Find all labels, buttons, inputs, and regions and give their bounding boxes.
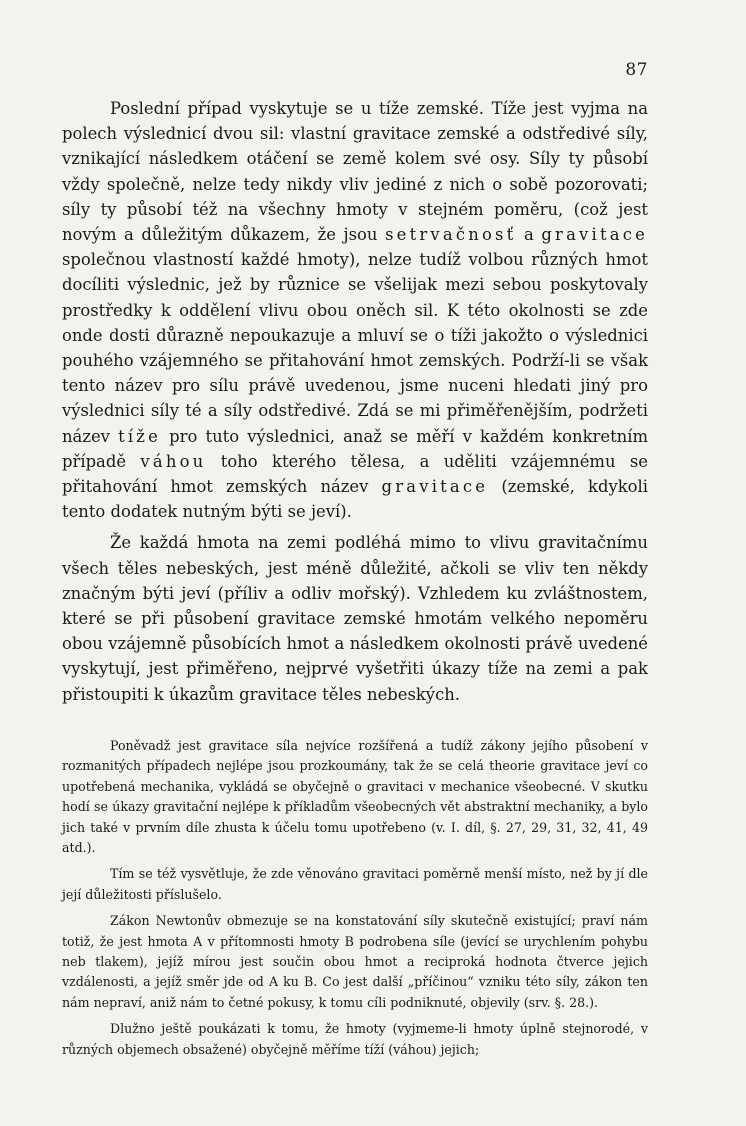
note-2: Tím se též vysvětluje, že zde věnováno gravitaci poměrně menší místo, než by jí dle její důležitosti příslušelo. [62, 866, 648, 902]
paragraph-1-text-c: a [516, 225, 542, 245]
note-4: Dlužno ještě poukázati k tomu, že hmoty (vyjmeme-li hmoty úplně stejnorodé, v různých objemech obsažené) obyčejně měříme tíží (váhou) jejich; [62, 1021, 648, 1057]
paragraph-1 [62, 96, 648, 524]
notes-section [62, 736, 648, 1060]
paragraph-1-text-g: pro tuto výslednici, anaž se měří v každém konkretním případě [62, 426, 649, 471]
page-number: 87 [625, 60, 648, 80]
spaced-term-vahou: váhou [140, 451, 207, 471]
paragraph-1-text-e: společnou vlastností každé hmoty), nelze tudíž volbou různých hmot docíliti výslednic, jež by různice se všelijak mezi sebou poskytovaly prostředky k oddělení vlivu obou oněch sil. K této okolnosti se zde onde dosti důrazně nepoukazuje a mluví se o tíži jakožto o výslednici pouhého vzájemného se přitahování hmot zemských. Podrží-li se však tento název pro sílu právě uvedenou, jsme nuceni hledati jiný pro výslednici síly té a síly odstředivé. Zdá se mi přiměřenějším, podržeti název [62, 250, 648, 446]
spaced-term-setrvacnost: setrvačnosť [385, 225, 517, 245]
note-3: Zákon Newtonův obmezuje se na konstatování síly skutečně existující; praví nám totiž, že jest hmota A v přítomnosti hmoty B podrobena síle (jevící se urychlením pohybu neb tlakem), jejíž mírou jest součin obou hmot a reciproká hodnota čtverce jejich vzdálenosti, a jejíž směr jde od A ku B. Co jest další „příčinou“ vzniku této síly, zákon ten nám nepraví, aniž nám to četné pokusy, k tomu cíli podniknuté, objevily (srv. §. 28.). [62, 913, 648, 1010]
paragraph-1-text-k: (zemské, kdykoli tento dodatek nutným býti se jeví). [62, 477, 648, 522]
spaced-term-tize: tíže [118, 426, 162, 446]
paragraph-2: Že každá hmota na zemi podléhá mimo to vlivu gravitačnímu všech těles nebeských, jest méně důležité, ačkoli se vliv ten někdy značným býti jeví (příliv a odliv mořský). Vzhledem ku zvláštnostem, které se při působení gravitace zemské hmotám velkého nepoměru obou vzájemně působících hmot a následkem okolnosti právě uvedené vyskytují, jest přiměřeno, nejprvé vyšetřiti úkazy tíže na zemi a pak přistoupiti k úkazům gravitace těles nebeských. [62, 533, 648, 704]
paragraph-1-text-a: Poslední případ vyskytuje se u tíže zemské. Tíže jest vyjma na polech výslednicí dvou sil: vlastní gravitace zemské a odstředivé síly, vznikající následkem otáčení se země kolem své osy. Síly ty působí vždy společně, nelze tedy nikdy vliv jediné z nich o sobě pozorovati; síly ty působí též na všechny hmoty v stejném poměru, (což jest novým a důležitým důkazem, že jsou [62, 99, 648, 245]
main-text [62, 96, 648, 707]
spaced-term-gravitace: gravitace [541, 225, 648, 245]
paragraph-1-text-i: toho kterého tělesa, a uděliti vzájemnému se přitahování hmot zemských název [62, 451, 648, 497]
note-1: Poněvadž jest gravitace síla nejvíce rozšířená a tudíž zákony jejího působení v rozmanitých případech nejlépe jsou prozkoumány, tak že se celá theorie gravitace jeví co upotřebená mechanika, vykládá se obyčejně o gravitaci v mechanice všeobecné. V skutku hodí se úkazy gravitační nejlépe k příkladům všeobecných vět abstraktní mechaniky, a bylo jich také v prvním díle zhusta k účelu tomu upotřebeno (v. I. díl, §. 27, 29, 31, 32, 41, 49 atd.). [62, 738, 648, 856]
spaced-term-gravitace-2: gravitace [381, 477, 489, 497]
